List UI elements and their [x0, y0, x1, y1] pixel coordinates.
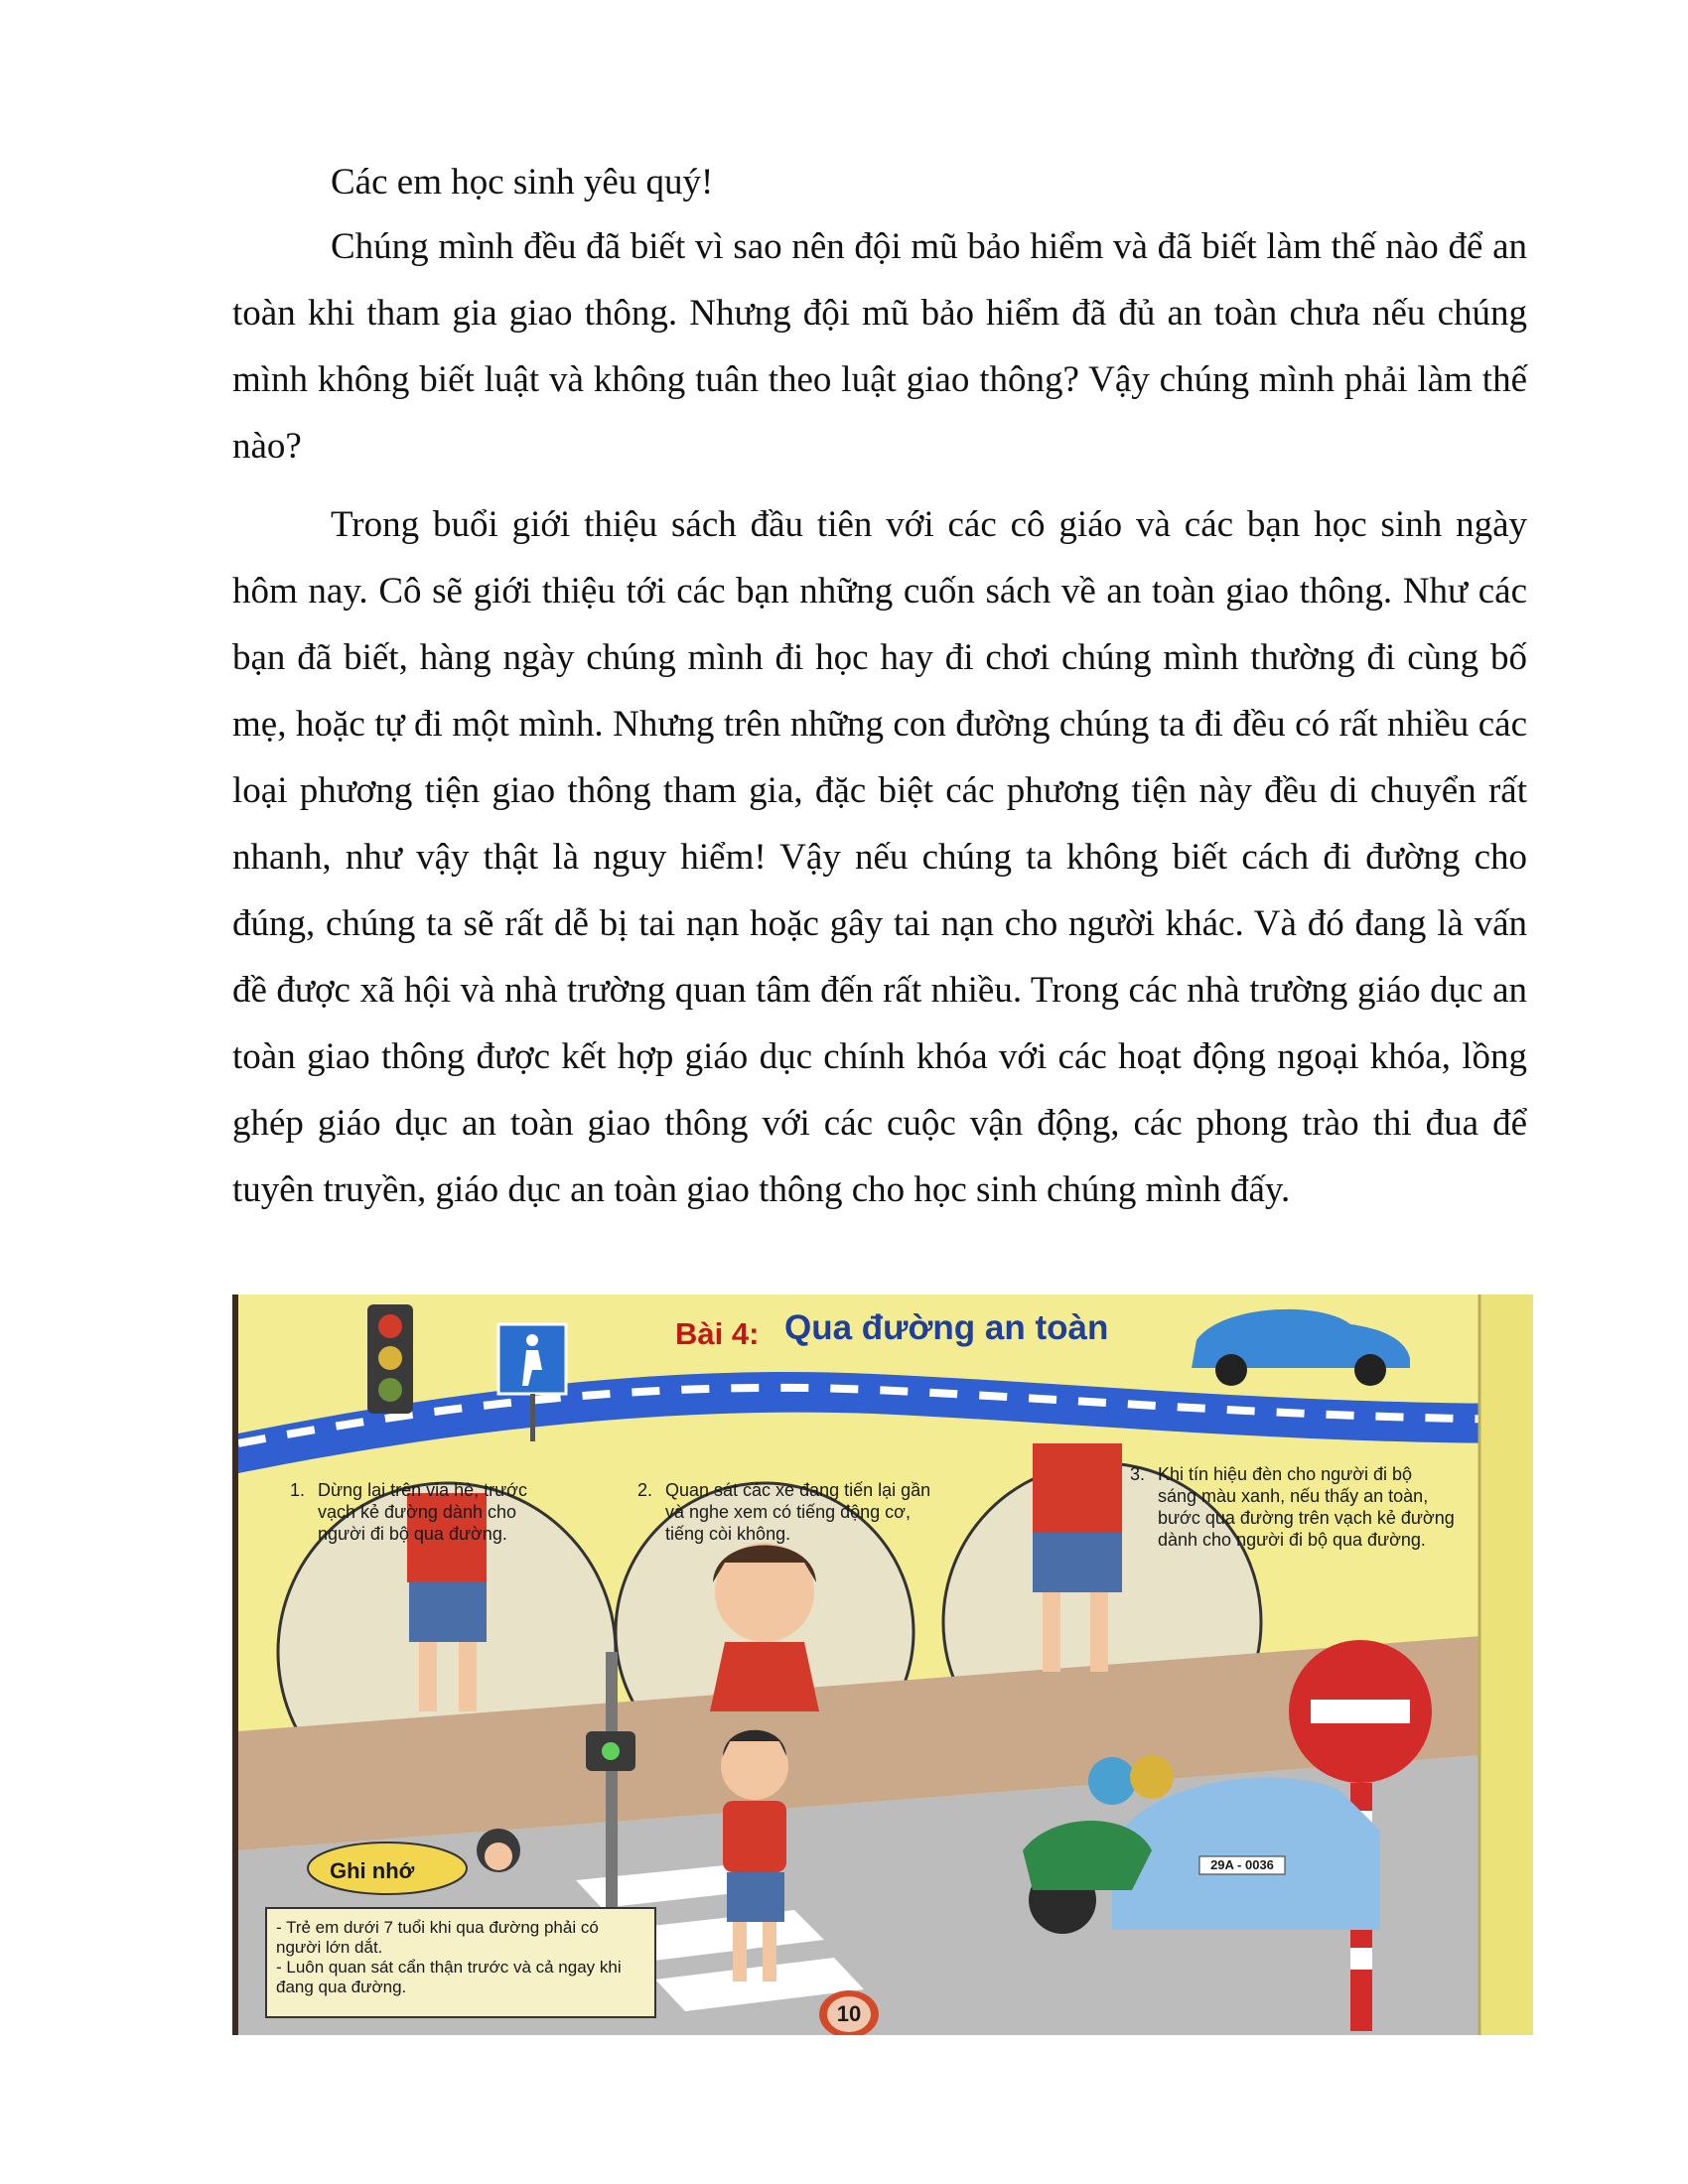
note-item: - Trẻ em dưới 7 tuổi khi qua đường phải có người lớn dắt. [276, 1918, 599, 1957]
note-item: - Luôn quan sát cẩn thận trước và cả ngay khi đang qua đường. [276, 1958, 622, 1996]
step-3-text: Khi tín hiệu đèn cho người đi bộ sáng màu xanh, nếu thấy an toàn, bước qua đường trên vạch kẻ đường dành cho người đi bộ qua đường. [1158, 1464, 1455, 1550]
license-plate: 29A - 0036 [1210, 1857, 1274, 1872]
step-2 [637, 1479, 933, 1545]
step-1-number: 1. [290, 1480, 306, 1500]
lesson-label: Bài 4: [675, 1316, 760, 1351]
lesson-title: Qua đường an toàn [784, 1308, 1109, 1347]
step-3-number: 3. [1130, 1464, 1146, 1484]
paragraph-1: Chúng mình đều đã biết vì sao nên đội mũ bảo hiểm và đã biết làm thế nào để an toàn khi tham gia giao thông. Nhưng đội mũ bảo hiểm đã đủ an toàn chưa nếu chúng mình không biết luật và không tuân theo luật giao thông? Vậy chúng mình phải làm thế nào? [232, 226, 1527, 467]
traffic-safety-illustration [232, 1295, 1533, 2035]
step-2-text: Quan sát các xe đang tiến lại gần và nghe xem có tiếng động cơ, tiếng còi không. [665, 1480, 931, 1544]
page-number: 10 [836, 2001, 862, 2026]
paragraph-2: Trong buổi giới thiệu sách đầu tiên với các cô giáo và các bạn học sinh ngày hôm nay. Cô sẽ giới thiệu tới các bạn những cuốn sách về an toàn giao thông. Như các bạn đã biết, hàng ngày chúng mình đi học hay đi chơi chúng mình thường đi cùng bố mẹ, hoặc tự đi một mình. Nhưng trên những con đường chúng ta đi đều có rất nhiều các loại phương tiện giao thông tham gia, đặc biệt các phương tiện này đều di chuyển rất nhanh, như vậy thật là nguy hiểm! Vậy nếu chúng ta không biết cách đi đường cho đúng, chúng ta sẽ rất dễ bị tai nạn hoặc gây tai nạn cho người khác. Và đó đang là vấn đề được xã hội và nhà trường quan tâm đến rất nhiều. Trong các nhà trường giáo dục an toàn giao thông được kết hợp giáo dục chính khóa với các hoạt động ngoại khóa, lồng ghép giáo dục an toàn giao thông với các cuộc vận động, các phong trào thi đua để tuyên truyền, giáo dục an toàn giao thông cho học sinh chúng mình đấy. [232, 504, 1527, 1210]
step-1-text: Dừng lại trên vỉa hè, trước vạch kẻ đường dành cho người đi bộ qua đường. [318, 1480, 527, 1544]
document-body [232, 149, 1527, 1223]
note-body [276, 1918, 643, 1997]
step-3 [1130, 1463, 1456, 1551]
step-2-number: 2. [637, 1480, 653, 1500]
note-title: Ghi nhớ [330, 1858, 415, 1883]
step-1 [290, 1479, 556, 1545]
greeting: Các em học sinh yêu quý! [331, 162, 714, 203]
